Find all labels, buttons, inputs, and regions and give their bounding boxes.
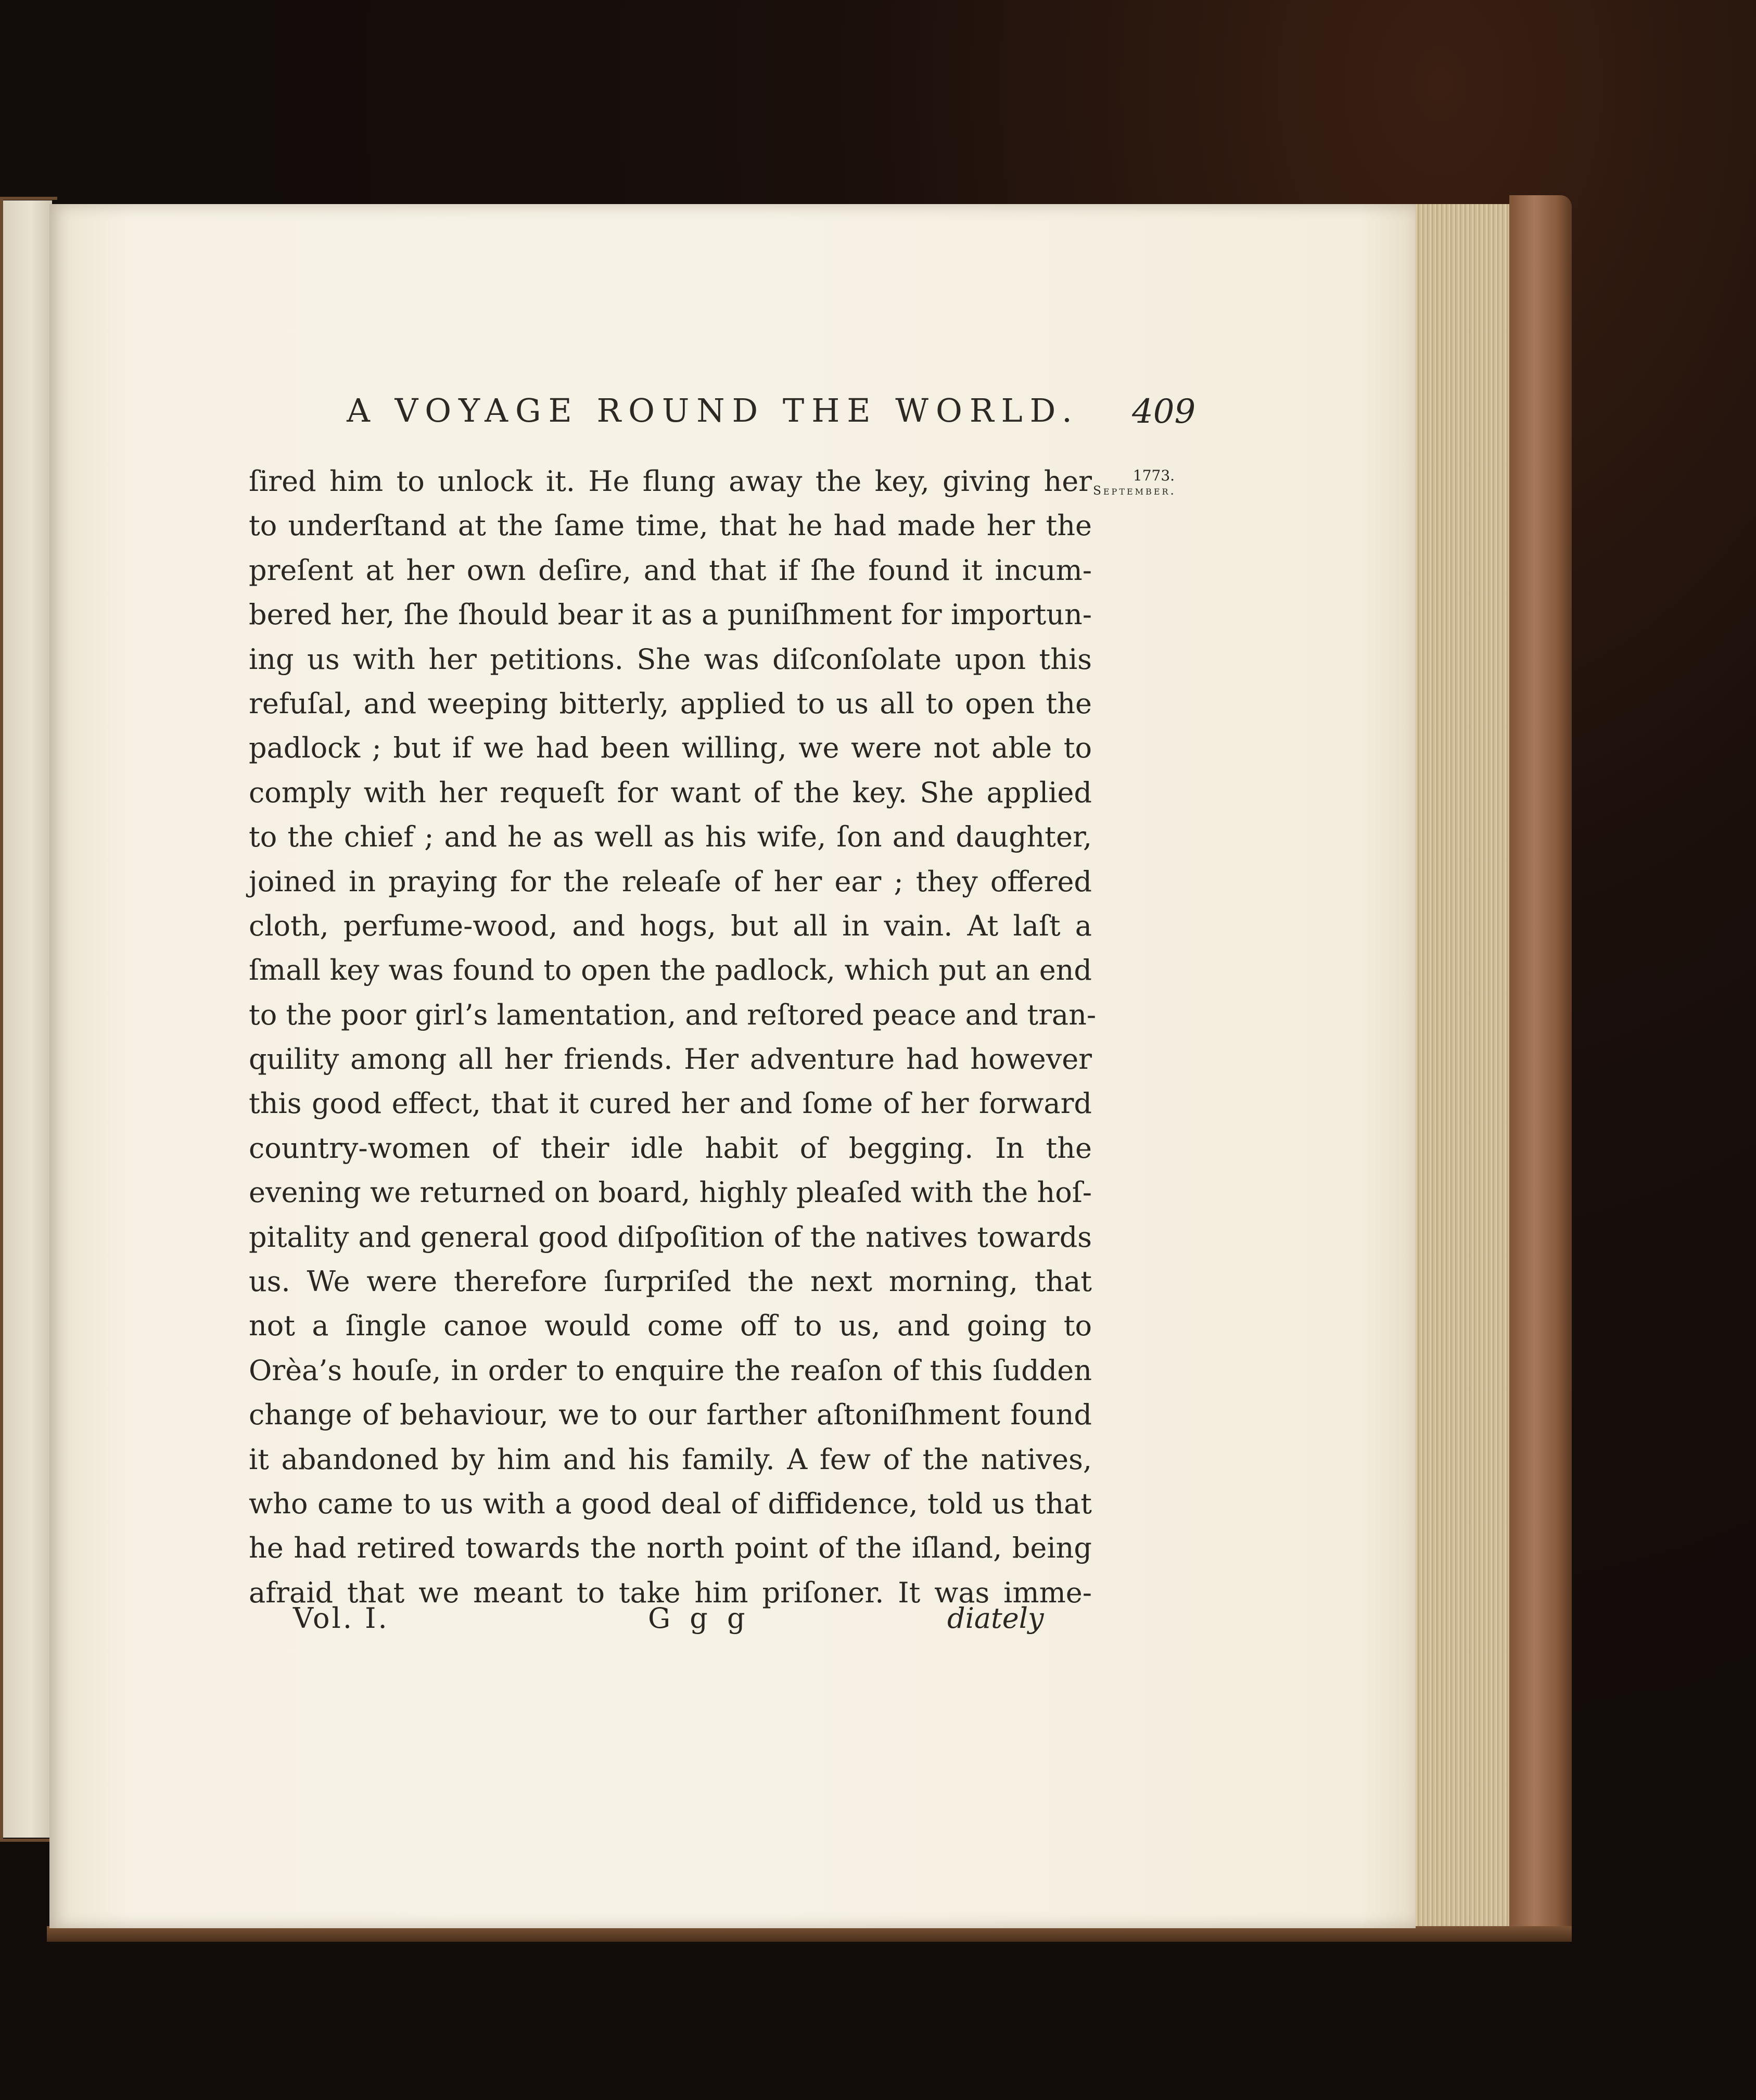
text-line: country-women of their idle habit of begging. In the (249, 1131, 1092, 1165)
signature-mark: G g g (648, 1602, 750, 1635)
text-line: comply with her requeſt for want of the key. She applied (249, 776, 1092, 809)
text-line: ſired him to unlock it. He flung away the key, giving her (249, 465, 1092, 498)
text-line: Orèa’s houſe, in order to enquire the reaſon of this ſudden (249, 1353, 1092, 1387)
text-line: ing us with her petitions. She was diſconſolate upon this (249, 642, 1092, 676)
catchword: diately (947, 1602, 1044, 1635)
text-line: evening we returned on board, highly pleaſed with the hoſ- (249, 1176, 1092, 1209)
text-line: pitality and general good diſpoſition of the natives towards (249, 1220, 1092, 1254)
text-line: refuſal, and weeping bitterly, applied to us all to open the (249, 687, 1092, 720)
text-line: ſmall key was found to open the padlock, which put an end (249, 954, 1092, 987)
page-block-edges (1410, 204, 1525, 1932)
text-line: us. We were therefore ſurpriſed the next morning, that (249, 1265, 1092, 1298)
text-line: bered her, ſhe ſhould bear it as a puniſhment for importun- (249, 598, 1092, 631)
volume-footer: Vol. I. (293, 1602, 389, 1635)
text-line: not a ſingle canoe would come off to us, and going to (249, 1309, 1092, 1343)
text-line: change of behaviour, we to our farther aſtoniſhment found (249, 1398, 1092, 1432)
body-text (249, 459, 1097, 1615)
right-cover-board (1509, 195, 1572, 1942)
text-line: preſent at her own deſire, and that if ſhe found it incum- (249, 553, 1092, 587)
margin-note-month: September. (1093, 484, 1176, 498)
bottom-cover-board (47, 1926, 1572, 1942)
text-line: to underſtand at the ſame time, that he had made her the (249, 509, 1092, 542)
text-line: padlock ; but if we had been willing, we were not able to (249, 731, 1092, 765)
text-line: joined in praying for the releaſe of her ear ; they offered (249, 865, 1092, 898)
text-line: quility among all her friends. Her adventure had however (249, 1043, 1092, 1076)
text-line: cloth, perfume-wood, and hogs, but all in vain. At laſt a (249, 909, 1092, 942)
text-line: it abandoned by him and his family. A few of the natives, (249, 1443, 1092, 1476)
margin-note-year: 1773. (1133, 467, 1175, 484)
text-line: this good effect, that it cured her and ſome of her forward (249, 1087, 1092, 1120)
facing-page-edge (0, 200, 52, 1838)
book-page (49, 204, 1416, 1928)
page-number: 409 (1132, 393, 1196, 431)
text-line: to the poor girl’s lamentation, and reſtored peace and tran- (249, 998, 1097, 1031)
text-line: afraid that we meant to take him priſoner. It was imme- (249, 1576, 1092, 1609)
text-line: he had retired towards the north point of the iſland, being (249, 1532, 1092, 1565)
running-head: A VOYAGE ROUND THE WORLD. (347, 391, 1079, 429)
text-line: who came to us with a good deal of diffidence, told us that (249, 1487, 1092, 1520)
text-line: to the chief ; and he as well as his wife, ſon and daughter, (249, 820, 1092, 854)
